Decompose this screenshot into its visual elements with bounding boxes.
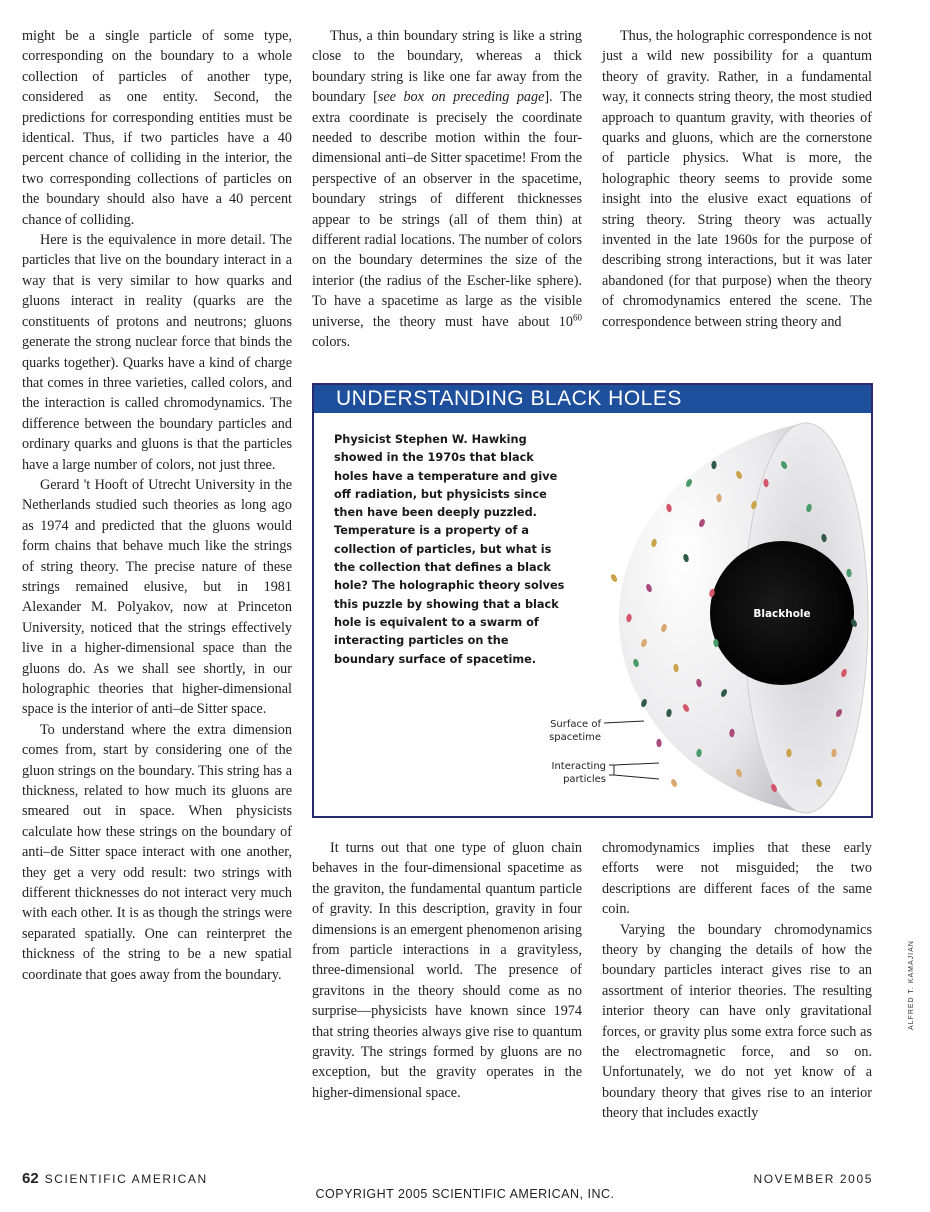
article-column-2-bottom xyxy=(312,838,582,1103)
particle xyxy=(656,739,661,748)
article-column-1 xyxy=(22,26,292,985)
particles-bracket xyxy=(609,765,614,775)
sidebar-title: UNDERSTANDING BLACK HOLES xyxy=(314,385,871,413)
paragraph: It turns out that one type of gluon chain behaves in the four-dimensional spacetime as the graviton, the fundamental quantum particle of gravity. In this description, gravity in four dimensions is an emergent phenomenon arising from particle interactions in a gravityless, three-dimensional world. The presence of gravitons in the theory should come as no surprise—physicists have known since 1974 that string theories always give rise to quantum gravity. The strings formed by gluons are no exception, but the gravity operates in the higher-dimensional space. xyxy=(312,840,582,1101)
particle xyxy=(610,573,619,583)
paragraph: Thus, the holographic correspondence is not just a wild new possibility for a quantum theory of gravity. Rather, in a fundamental way, it connects string theory, the most studied approach to quantum gravity, with theories of quarks and gluons, which are the cornerstone of particle physics. What is more, the holographic theory seems to provide some insight into the elusive exact equations of string theory. String theory was actually invented in the late 1960s for the purpose of describing strong interactions, but it was later abandoned (for that purpose) when the theory of chromodynamics entered the scene. The correspondence between string theory and xyxy=(602,28,872,330)
surface-label-line-2: spacetime xyxy=(549,732,601,743)
sidebar-text: Physicist Stephen W. Hawking showed in the 1970s that black holes have a temperature and give off radiation, but physicists since then have been deeply puzzled. Temperature is a property of a collection of particles, but what is the collection that defines a black hole? The holographic theory solves this puzzle by showing that a black hole is equivalent to a swarm of interacting particles on the boundary surface of spacetime. xyxy=(334,433,565,666)
paragraph: might be a single particle of some type, corresponding on the boundary to a whole collection of particles of another type, considered as one entity. Second, the predictions for corresponding entities must be identical. Thus, if two particles have a 40 percent chance of colliding in the interior, the two corresponding collections of particles on the boundary should also have a 40 percent chance of colliding. xyxy=(22,28,292,228)
magazine-name: SCIENTIFIC AMERICAN xyxy=(44,1172,208,1186)
paragraph xyxy=(312,26,582,353)
particles-label-line-2: particles xyxy=(563,774,606,785)
text-run: Thus, a thin boundary string is like a string close to the boundary, whereas a thick boundary string is like one far away from the boundary [ xyxy=(312,28,582,106)
particle xyxy=(670,778,678,788)
sidebar-box xyxy=(312,383,873,818)
particles-leader-line xyxy=(614,775,659,779)
blackhole-label: Blackhole xyxy=(753,608,811,620)
paragraph: To understand where the extra dimension comes from, start by considering one of the gluon strings on the boundary. This string has a thickness, related to how much its gluons are smeared out in space. When physicists calculate how these strings on the boundary of anti–de Sitter space interact with one another, they get a very odd result: two strings with different thicknesses do not interact very much with each other. It is as though the strings were separated spatially. One can reinterpret the thickness of the string to be a new spatial coordinate that goes away from the boundary. xyxy=(22,721,292,983)
text-run: colors. xyxy=(312,334,351,351)
paragraph: Here is the equivalence in more detail. The particles that live on the boundary interact in a way that is very similar to how quarks and gluons interact in reality (quarks are the constituents of protons and neutrons; gluons generate the strong nuclear force that binds the quarks together). Quarks have a kind of charge that comes in three varieties, called colors, and the interaction is called chromodynamics. The difference between the boundary particles and ordinary quarks and gluons is that the particles have a large number of colors, not just three. xyxy=(22,232,292,473)
article-column-3-top xyxy=(602,26,872,332)
footer-left xyxy=(22,1170,208,1187)
particles-leader-line xyxy=(614,763,659,765)
particles-label: Interacting xyxy=(551,761,606,772)
text-run: ]. The extra coordinate is precisely the coordinate needed to describe motion within the four-dimensional anti–de Sitter spacetime! From the perspective of an observer in the spacetime, boundary strings of different thicknesses appear to be strings (all of them thin) at different radial locations. The number of colors on the boundary determines the size of the interior (the radius of the Escher-like sphere). To have a spacetime as large as the visible universe, the theory must have about 10 xyxy=(312,89,582,330)
page-number: 62 xyxy=(22,1170,39,1187)
paragraph: Gerard 't Hooft of Utrecht University in the Netherlands studied such theories as long ago as 1974 and predicted that the gluons would form chains that behave much like the strings of string theory. The precise nature of these strings remained elusive, but in 1981 Alexander M. Polyakov, now at Princeton University, noticed that the strings effectively live in a higher-dimensional space than the gluons do. As we shall see shortly, in our holographic theories that higher-dimensional space is the interior of anti–de Sitter space. xyxy=(22,476,292,718)
cross-reference: see box on preceding page xyxy=(377,89,545,106)
surface-leader-line xyxy=(604,721,644,723)
copyright-notice: COPYRIGHT 2005 SCIENTIFIC AMERICAN, INC. xyxy=(315,1187,615,1201)
paragraph: Varying the boundary chromodynamics theory by changing the details of how the boundary particles interact gives rise to an assortment of interior theories. The resulting interior theory can have only gravitational forces, or gravity plus some extra force such as the electromagnetic force, and so on. Unfortunately, we do not yet know of a boundary theory that gives rise to an interior theory that includes exactly xyxy=(602,921,872,1122)
surface-label: Surface of xyxy=(550,719,601,730)
article-column-3-bottom xyxy=(602,838,872,1124)
exponent: 60 xyxy=(573,311,582,322)
issue-date: NOVEMBER 2005 xyxy=(753,1172,873,1186)
illustration-credit: ALFRED T. KAMAJIAN xyxy=(908,940,915,1030)
particle xyxy=(786,749,791,757)
article-column-2-top xyxy=(312,26,582,353)
paragraph: chromodynamics implies that these early efforts were not misguided; the two descriptions are different faces of the same coin. xyxy=(602,840,872,918)
